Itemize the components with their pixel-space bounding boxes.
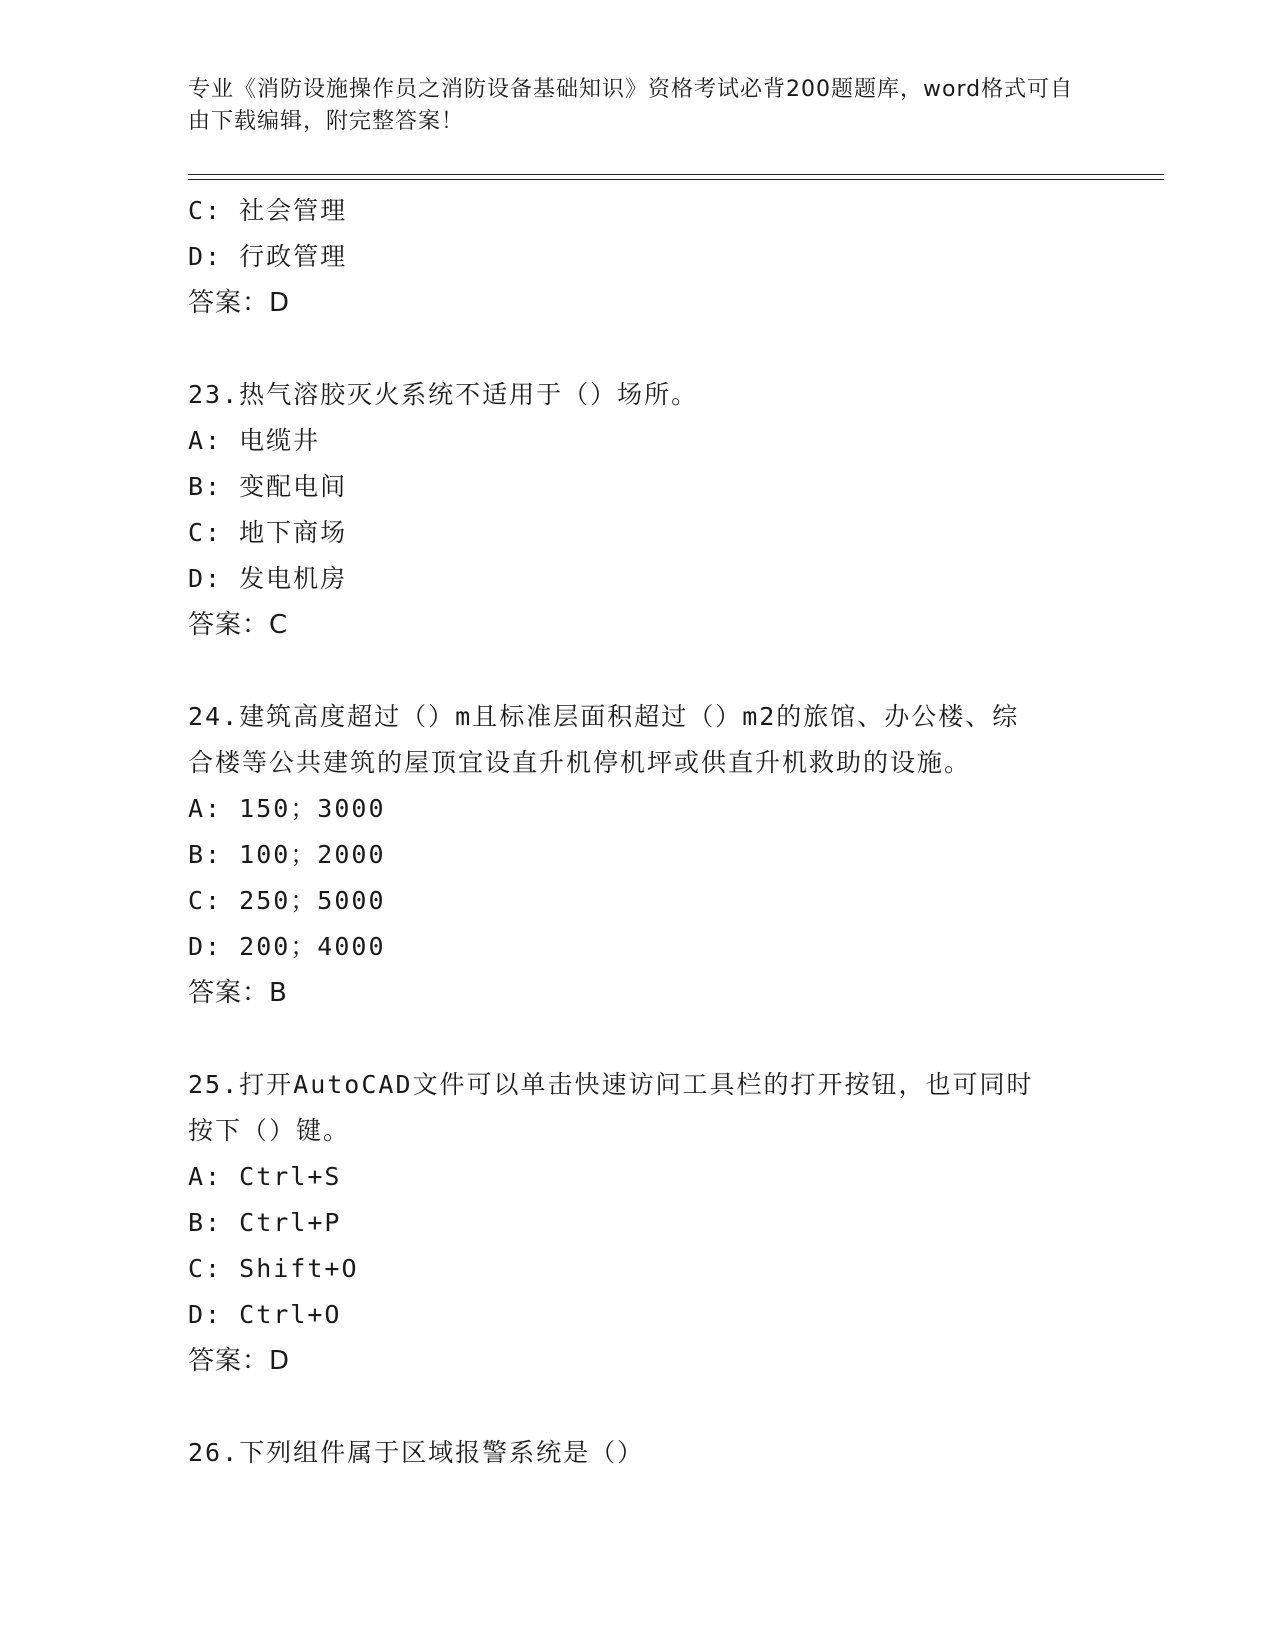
question-25 [188, 1062, 1088, 1384]
option-c: C: 地下商场 [188, 518, 348, 547]
option-c: C: 250；5000 [188, 886, 386, 915]
question-text-line-1: 25.打开AutoCAD文件可以单击快速访问工具栏的打开按钮，也可同时 [188, 1070, 1034, 1099]
option-b: B: 100；2000 [188, 840, 386, 869]
question-text: 23.热气溶胶灭火系统不适用于（）场所。 [188, 380, 699, 409]
option-a: A: 电缆井 [188, 426, 321, 455]
question-text: 26.下列组件属于区域报警系统是（） [188, 1438, 645, 1467]
option-c: C: Shift+O [188, 1254, 359, 1283]
option-b: B: Ctrl+P [188, 1208, 342, 1237]
option-a: A: Ctrl+S [188, 1162, 342, 1191]
question-text-line-2: 按下（）键。 [188, 1116, 351, 1145]
option-d: D: 行政管理 [188, 242, 348, 271]
answer: 答案：D [188, 288, 291, 318]
answer: 答案：C [188, 610, 289, 640]
question-text-line-1: 24.建筑高度超过（）m且标准层面积超过（）m2的旅馆、办公楼、综 [188, 702, 1020, 731]
previous-question-fragment [188, 188, 1088, 326]
document-header [188, 74, 1088, 138]
question-list [188, 188, 1088, 1476]
option-b: B: 变配电间 [188, 472, 348, 501]
header-intro: 专业《消防设施操作员之消防设备基础知识》资格考试必背200题题库，word格式可自由下载编辑，附完整答案！ [188, 77, 1074, 134]
answer: 答案：B [188, 978, 288, 1008]
option-a: A: 150；3000 [188, 794, 386, 823]
option-c: C: 社会管理 [188, 196, 348, 225]
option-d: D: 200；4000 [188, 932, 386, 961]
option-d: D: 发电机房 [188, 564, 348, 593]
question-26 [188, 1430, 1088, 1476]
header-rule-top [188, 174, 1164, 175]
question-text-line-2: 合楼等公共建筑的屋顶宜设直升机停机坪或供直升机救助的设施。 [188, 748, 972, 777]
option-d: D: Ctrl+O [188, 1300, 342, 1329]
question-24 [188, 694, 1088, 1016]
header-rule-bottom [188, 179, 1164, 180]
answer: 答案：D [188, 1346, 291, 1376]
question-23 [188, 372, 1088, 648]
